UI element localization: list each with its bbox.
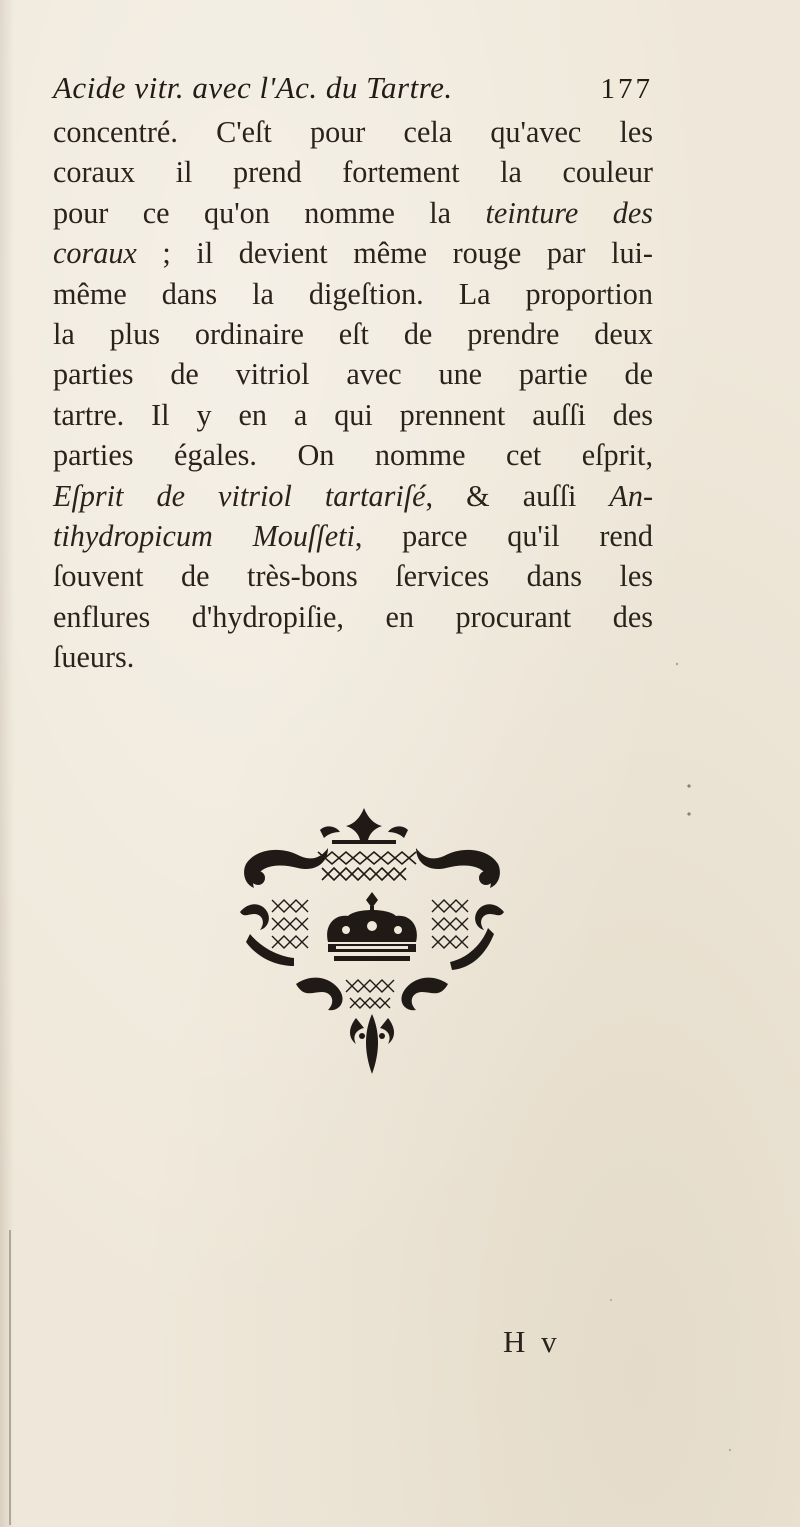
text-run: la plus ordinaire eſt de prendre deux xyxy=(53,317,653,352)
text-line xyxy=(53,516,653,556)
text-run: tartre. Il y en a qui prennent auſſi des xyxy=(53,397,653,432)
text-run: parties égales. On nomme cet eſprit, xyxy=(53,438,653,473)
text-line xyxy=(53,233,653,273)
italic-text: An- xyxy=(609,478,654,513)
text-run: , parce qu'il rend xyxy=(354,519,653,554)
text-run: concentré. C'eſt pour cela qu'avec les xyxy=(53,115,653,149)
text-run: même dans la digeſtion. La proportion xyxy=(53,276,653,311)
text-line xyxy=(53,556,653,596)
text-run: ſouvent de très-bons ſervices dans les xyxy=(53,559,653,594)
text-line xyxy=(53,395,653,435)
running-head xyxy=(53,70,653,112)
signature-mark: H v xyxy=(503,1324,561,1359)
text-run: pour ce qu'on nomme la xyxy=(53,195,486,230)
body-paragraph xyxy=(53,112,653,678)
text-run: enflures d'hydropiſie, en procurant des xyxy=(53,599,653,634)
text-run: , & auſſi xyxy=(425,478,610,513)
text-line xyxy=(53,435,653,475)
text-run: parties de vitriol avec une partie de xyxy=(53,357,653,392)
crown-fleuron-ornament xyxy=(236,804,508,1076)
italic-text: teinture des xyxy=(485,195,654,230)
text-line xyxy=(53,152,653,192)
text-run: ſueurs. xyxy=(53,640,135,675)
italic-text: coraux xyxy=(53,236,137,271)
page-number: 177 xyxy=(600,73,653,105)
text-line xyxy=(53,274,653,314)
italic-text: Eſprit de vitriol tartariſé xyxy=(53,478,426,513)
text-line xyxy=(53,193,653,233)
text-line xyxy=(53,597,653,637)
text-line xyxy=(53,314,653,354)
book-page xyxy=(53,70,653,678)
text-run: ; il devient même rouge par lui- xyxy=(136,236,653,271)
text-run: coraux il prend fortement la couleur xyxy=(53,155,653,190)
italic-text: tihydropicum Mouſſeti xyxy=(53,519,355,554)
running-head-title: Acide vitr. avec l'Ac. du Tartre. xyxy=(53,70,453,105)
text-line xyxy=(53,354,653,394)
text-line xyxy=(53,476,653,516)
text-line xyxy=(53,112,653,152)
text-line xyxy=(53,637,653,677)
